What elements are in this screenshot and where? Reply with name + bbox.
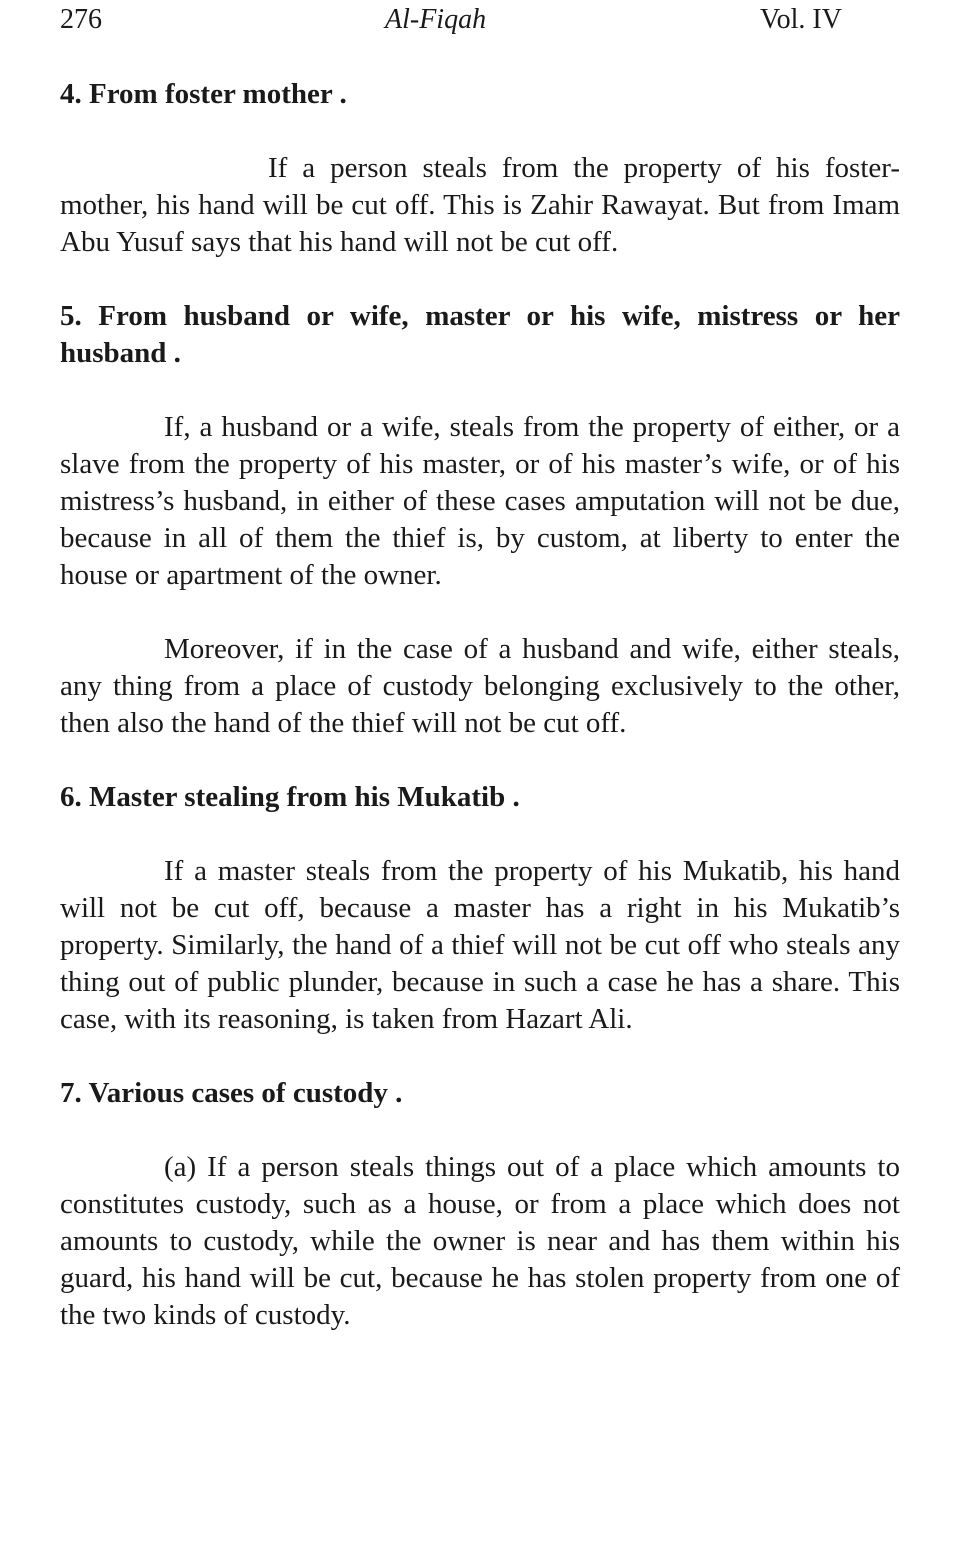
document-page (60, 0, 900, 1334)
section-6-paragraph: If a master steals from the property of his Mukatib, his hand will not be cut off, because a master has a right in his Mukatib’s property. Similarly, the hand of a thief will not be cut off who steals any thing out of public plunder, because in such a case he has a share. This case, with its reasoning, is taken from Hazart Ali. (60, 855, 900, 1035)
section-5-paragraph-1: If, a husband or a wife, steals from the property of either, or a slave from the property of his master, or of his master’s wife, or of his mistress’s husband, in either of these cases amputation will not be due, because in all of them the thief is, by custom, at liberty to enter the house or apartment of the owner. (60, 411, 900, 591)
section-heading-4: 4. From foster mother . (60, 78, 347, 110)
book-title: Al-Fiqah (385, 4, 487, 35)
running-header (60, 0, 900, 46)
page-body (60, 46, 900, 1334)
section-7-paragraph-a: (a) If a person steals things out of a place which amounts to constitutes custody, such as a house, or from a place which does not amounts to custody, while the owner is near and has them within his guard, his hand will be cut, because he has stolen property from one of the two kinds of custody. (60, 1151, 900, 1331)
section-4-paragraph: If a person steals from the property of his foster-mother, his hand will be cut off. This is Zahir Rawayat. But from Imam Abu Yusuf says that his hand will not be cut off. (60, 152, 900, 258)
section-heading-5: 5. From husband or wife, master or his wife, mistress or her husband . (60, 300, 900, 369)
section-heading-6: 6. Master stealing from his Mukatib . (60, 781, 520, 813)
section-heading-7: 7. Various cases of custody . (60, 1077, 403, 1109)
page-number: 276 (60, 4, 102, 35)
section-5-paragraph-2: Moreover, if in the case of a husband and wife, either steals, any thing from a place of custody belonging exclusively to the other, then also the hand of the thief will not be cut off. (60, 633, 900, 739)
volume-label: Vol. IV (760, 4, 842, 35)
